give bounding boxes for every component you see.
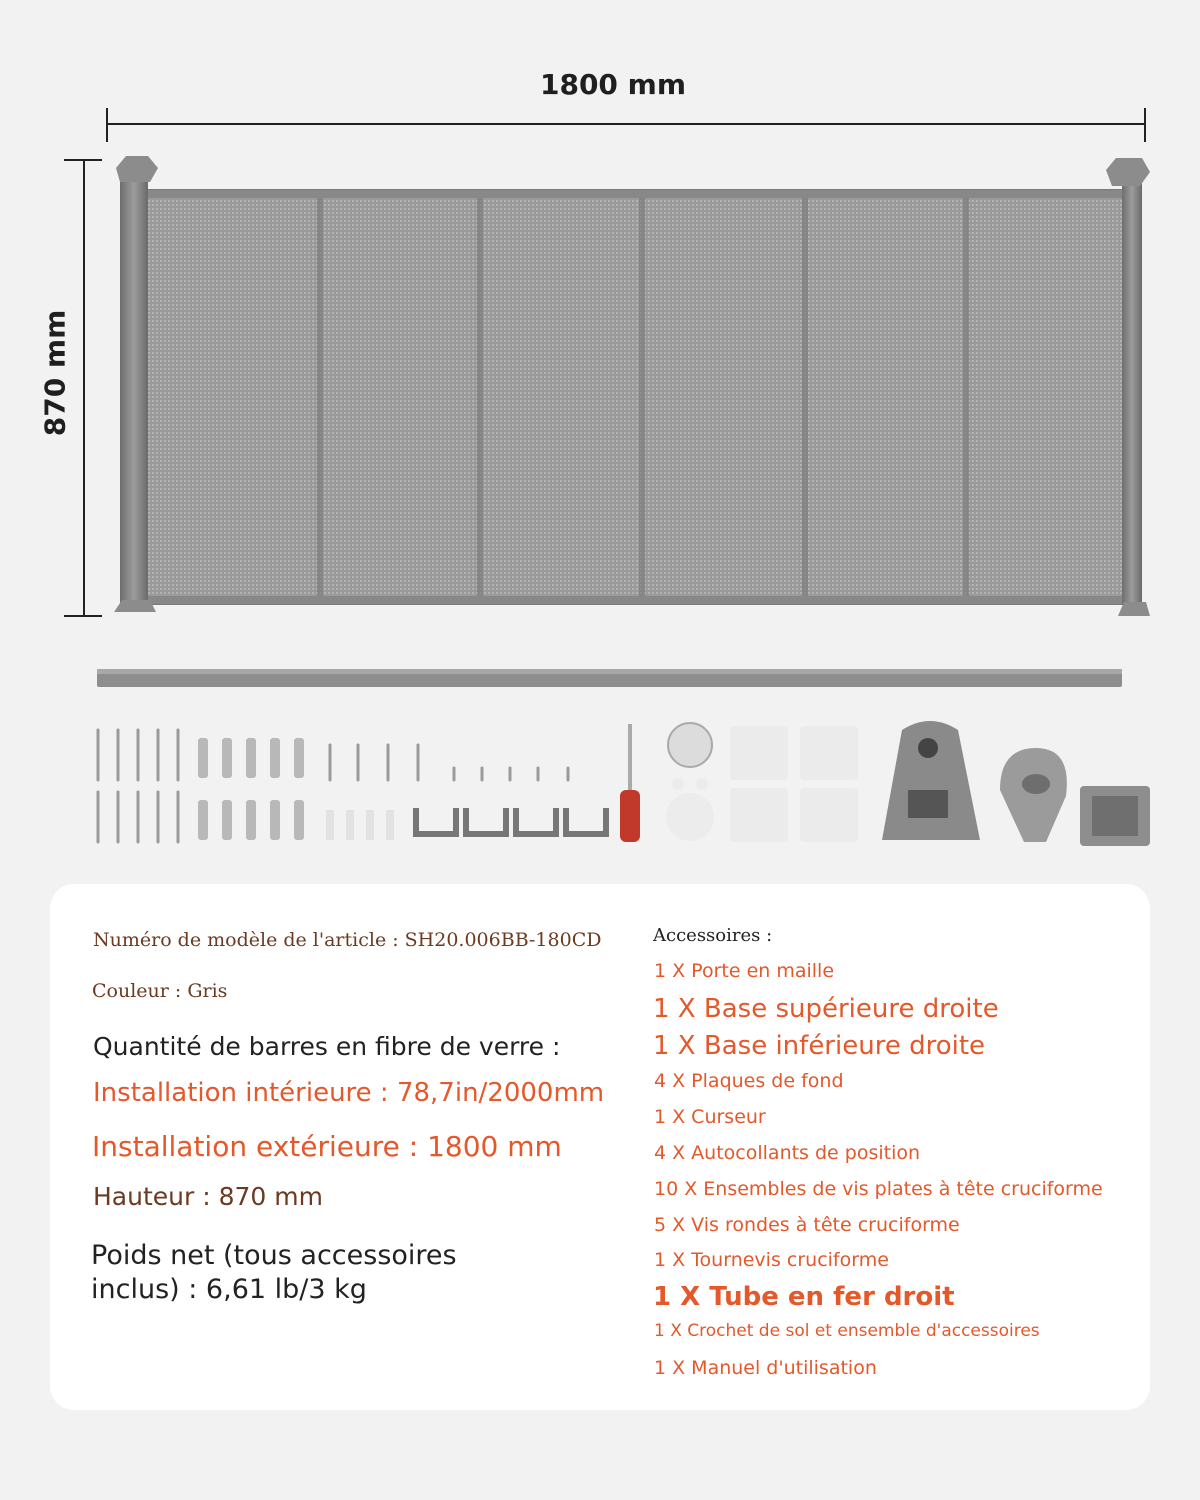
accessory-item: 1 X Manuel d'utilisation <box>654 1357 877 1379</box>
accessory-item: 1 X Crochet de sol et ensemble d'accessoires <box>654 1321 1040 1341</box>
spec-card <box>50 884 1150 1410</box>
width-dimension-line <box>107 108 1145 142</box>
outdoor-install: Installation extérieure : 1800 mm <box>92 1130 562 1163</box>
weight-line-1: Poids net (tous accessoires <box>91 1240 457 1271</box>
accessory-item: 5 X Vis rondes à tête cruciforme <box>654 1214 960 1236</box>
mesh-gate <box>114 156 1150 616</box>
iron-tube <box>97 669 1122 687</box>
weight-line-2: inclus) : 6,61 lb/3 kg <box>91 1274 367 1305</box>
screwdriver-illustration <box>620 724 640 842</box>
wall-anchors <box>198 738 394 840</box>
floor-plates <box>416 808 606 834</box>
accessory-item: 1 X Curseur <box>654 1106 766 1128</box>
accessories-title: Accessoires : <box>653 925 773 946</box>
accessory-item: 1 X Porte en maille <box>654 960 835 982</box>
lower-right-base <box>1000 748 1067 842</box>
upper-right-base <box>882 721 980 840</box>
width-dimension-label: 1800 mm <box>539 68 687 101</box>
accessory-item: 4 X Autocollants de position <box>654 1142 921 1164</box>
accessory-item: 1 X Tournevis cruciforme <box>654 1249 889 1271</box>
height-dimension-label: 870 mm <box>38 309 72 437</box>
accessory-item: 1 X Base inférieure droite <box>653 1031 986 1061</box>
accessory-item: 1 X Base supérieure droite <box>653 994 999 1024</box>
height-label: Hauteur : 870 mm <box>93 1182 323 1211</box>
slider-and-stickers <box>666 723 858 842</box>
color-label: Couleur : Gris <box>92 980 228 1002</box>
accessory-item: 10 X Ensembles de vis plates à tête cruciforme <box>654 1178 1103 1200</box>
accessory-item: 1 X Tube en fer droit <box>653 1282 955 1312</box>
accessory-item: 4 X Plaques de fond <box>654 1070 844 1092</box>
floor-hook <box>1080 786 1150 846</box>
indoor-install: Installation intérieure : 78,7in/2000mm <box>93 1078 605 1108</box>
model-number: Numéro de modèle de l'article : SH20.006BB-180CD <box>93 929 602 951</box>
fiberglass-title: Quantité de barres en fibre de verre : <box>93 1032 561 1061</box>
